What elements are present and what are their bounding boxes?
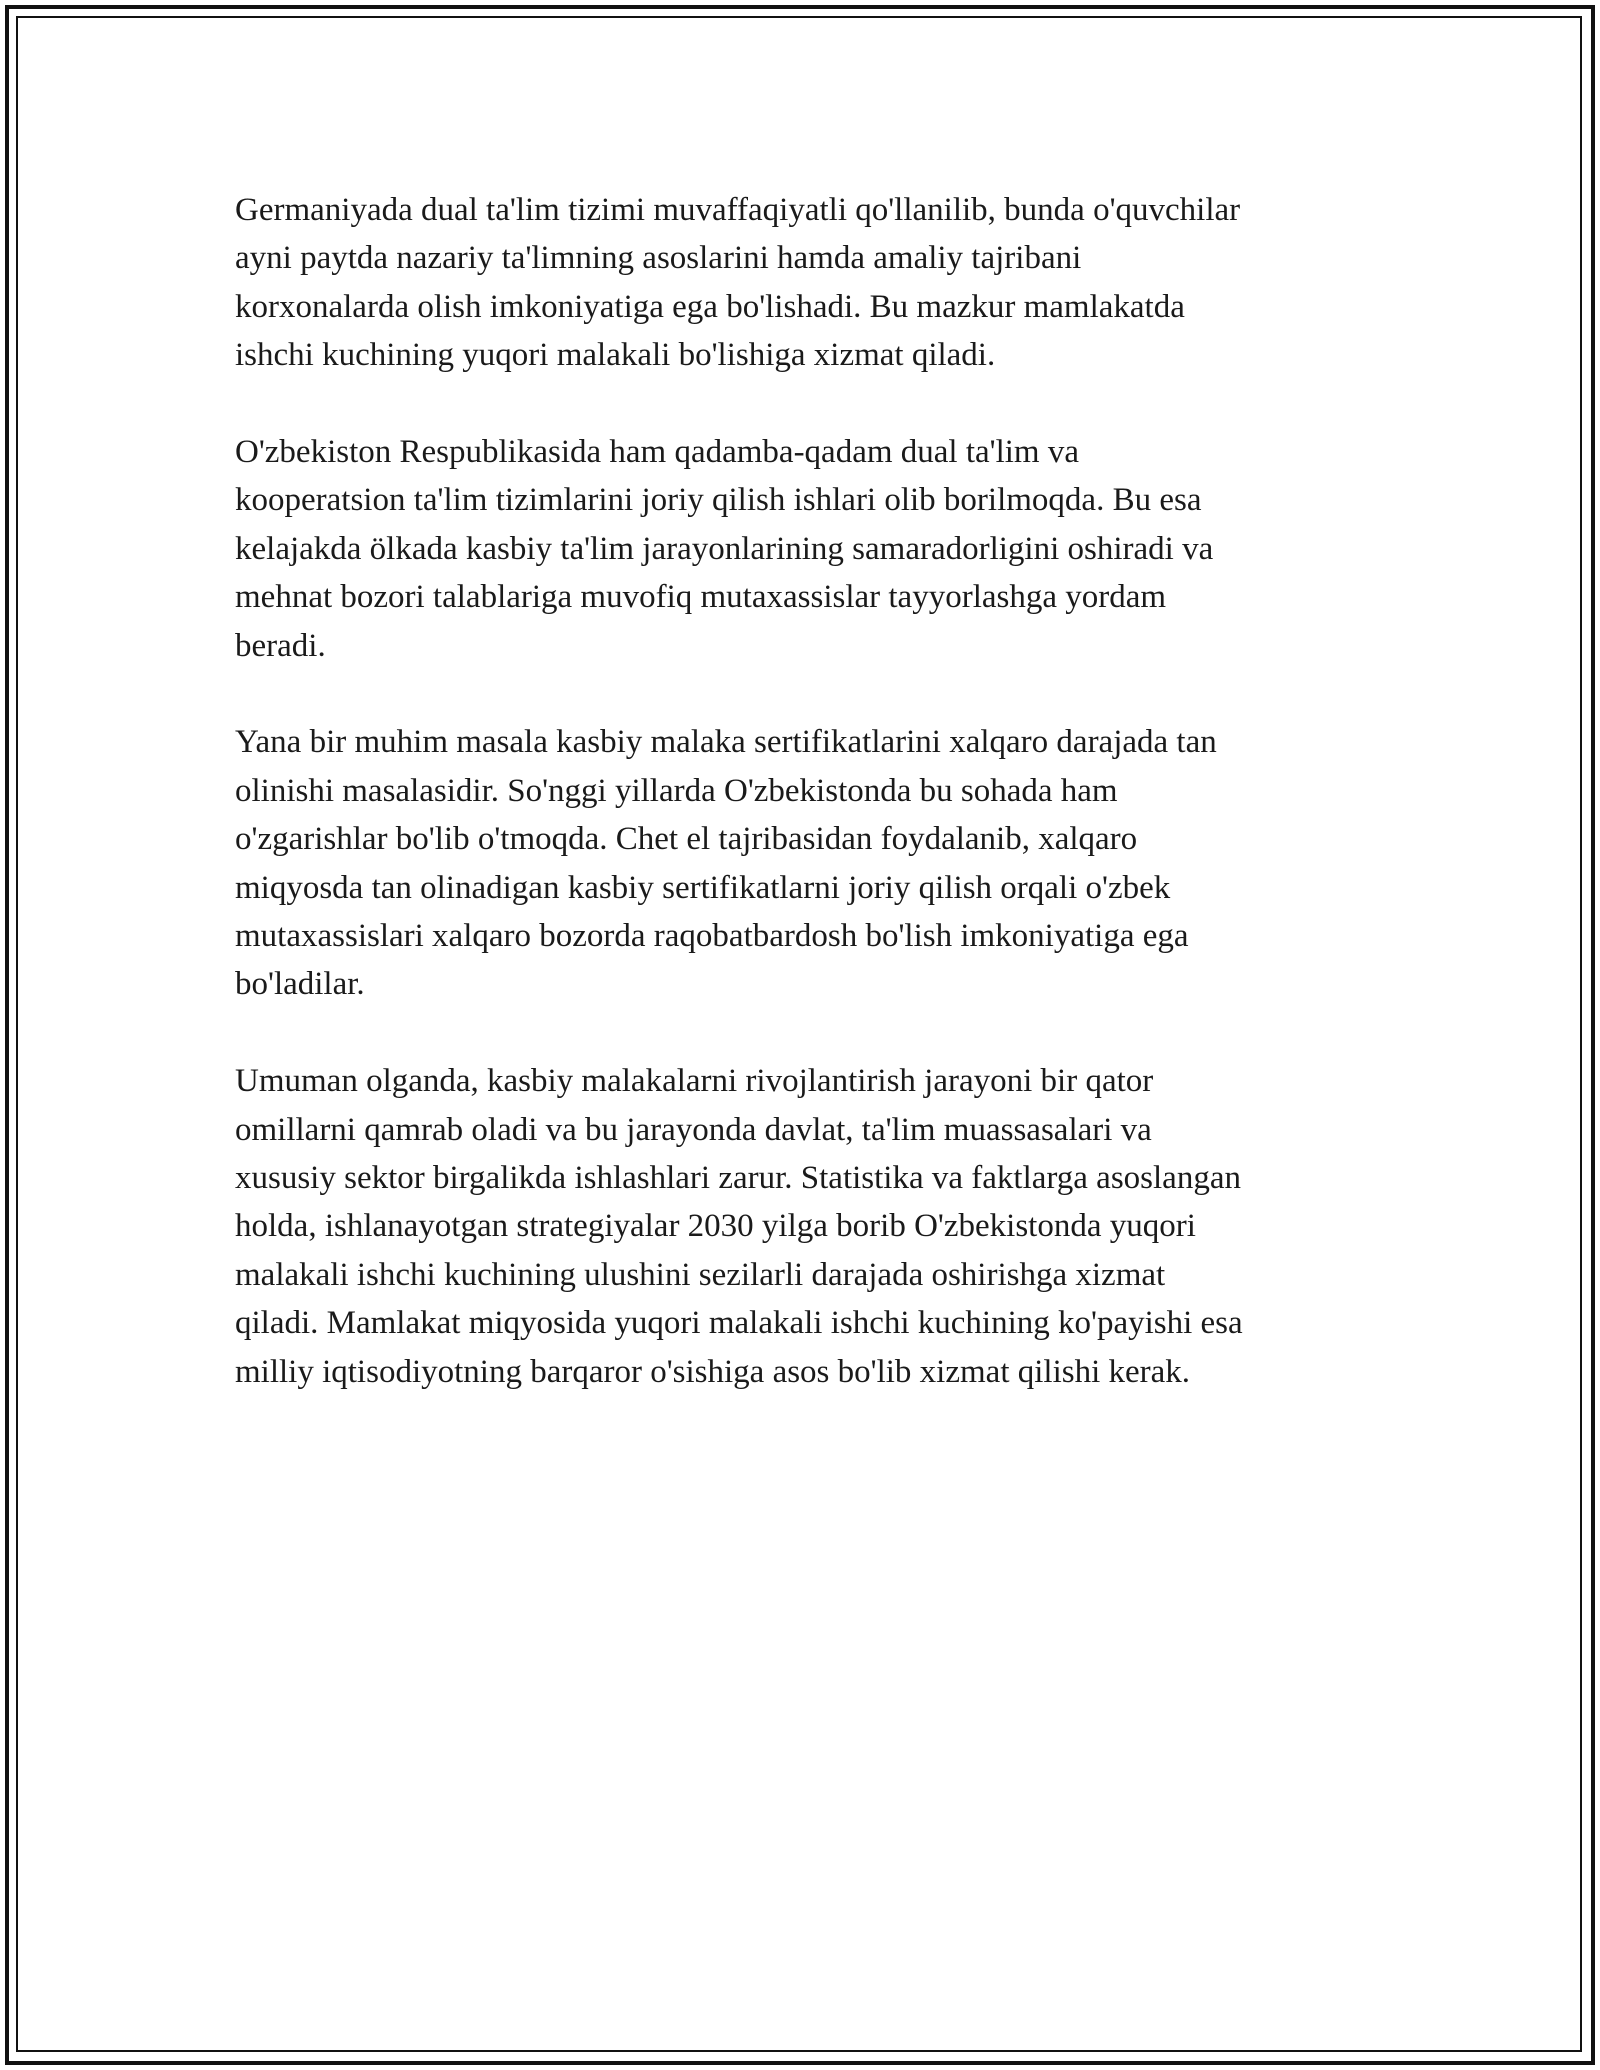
text-line: milliy iqtisodiyotning barqaror o'sishiga asos bo'lib xizmat qilishi kerak. (235, 1353, 1191, 1390)
text-line: O'zbekiston Respublikasida ham qadamba-qadam dual ta'lim va (235, 434, 1079, 471)
paragraph-certification-recognition (235, 718, 1370, 1008)
paragraph-uzbekistan-dual-education (235, 428, 1370, 670)
text-line: qiladi. Mamlakat miqyosida yuqori malakali ishchi kuchining ko'payishi esa (235, 1305, 1243, 1342)
text-line: Umuman olganda, kasbiy malakalarni rivojlantirish jarayoni bir qator (235, 1063, 1154, 1100)
text-line: omillarni qamrab oladi va bu jarayonda davlat, ta'lim muassasalari va (235, 1111, 1152, 1148)
paragraph-germany-dual-education (235, 186, 1370, 380)
text-line: o'zgarishlar bo'lib o'tmoqda. Chet el tajribasidan foydalanib, xalqaro (235, 821, 1138, 858)
text-line: kooperatsion ta'lim tizimlarini joriy qilish ishlari olib borilmoqda. Bu esa (235, 482, 1202, 519)
text-line: miqyosda tan olinadigan kasbiy sertifikatlarni joriy qilish orqali o'zbek (235, 869, 1171, 906)
text-line: holda, ishlanayotgan strategiyalar 2030 yilga borib O'zbekistonda yuqori (235, 1208, 1196, 1245)
document-body (235, 186, 1370, 1445)
text-line: mutaxassislari xalqaro bozorda raqobatbardosh bo'lish imkoniyatiga ega (235, 918, 1189, 955)
text-line: beradi. (235, 627, 326, 664)
text-line: olinishi masalasidir. So'nggi yillarda O'zbekistonda bu sohada ham (235, 772, 1118, 809)
text-line: kelajakda ölkada kasbiy ta'lim jarayonlarining samaradorligini oshiradi va (235, 530, 1214, 567)
text-line: ishchi kuchining yuqori malakali bo'lishiga xizmat qiladi. (235, 337, 996, 374)
text-line: korxonalarda olish imkoniyatiga ega bo'lishadi. Bu mazkur mamlakatda (235, 288, 1185, 325)
text-line: mehnat bozori talablariga muvofiq mutaxassislar tayyorlashga yordam (235, 579, 1167, 616)
text-line: Germaniyada dual ta'lim tizimi muvaffaqiyatli qo'llanilib, bunda o'quvchilar (235, 192, 1241, 228)
text-line: bo'ladilar. (235, 966, 365, 1003)
paragraph-conclusion (235, 1057, 1370, 1396)
text-line: xususiy sektor birgalikda ishlashlari zarur. Statistika va faktlarga asoslangan (235, 1160, 1241, 1197)
text-line: Yana bir muhim masala kasbiy malaka sertifikatlarini xalqaro darajada tan (235, 724, 1217, 761)
text-line: ayni paytda nazariy ta'limning asoslarini hamda amaliy tajribani (235, 240, 1082, 277)
text-line: malakali ishchi kuchining ulushini sezilarli darajada oshirishga xizmat (235, 1256, 1166, 1293)
